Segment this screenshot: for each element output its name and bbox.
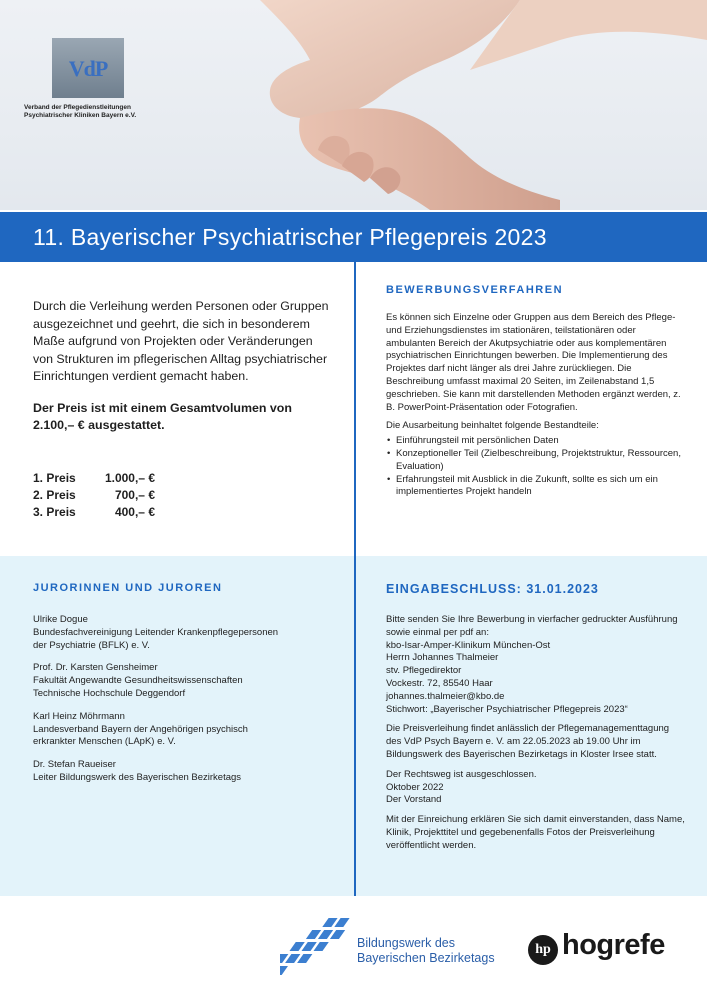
bildungswerk-logo-icon xyxy=(280,916,352,984)
list-item: • Konzeptioneller Teil (Zielbeschreibung, Projektstruktur, Ressourcen, Evaluation) xyxy=(396,448,686,474)
hogrefe-logo-text: hogrefe xyxy=(562,929,665,961)
member-name: Ulrike Dogue xyxy=(33,614,88,625)
prize-amount: 400,– € xyxy=(114,505,155,519)
logo-caption-line1: Verband der Pflegedienstleitungen xyxy=(24,104,131,111)
prize-label: 3. Preis xyxy=(33,505,76,519)
address-line: kbo-Isar-Amper-Klinikum München-Ost xyxy=(386,639,551,651)
signature-line: Der Vorstand xyxy=(386,794,442,806)
list-item: • Einführungsteil mit persönlichen Daten xyxy=(396,435,686,448)
member-line: Landesverband Bayern der Angehörigen psychisch xyxy=(33,723,248,735)
member-line: Technische Hochschule Deggendorf xyxy=(33,687,186,699)
consent-text: Mit der Einreichung erklären Sie sich damit einverstanden, dass Name, Klinik, Projekttitel und gegebenenfalls Fotos der Preisverleihung veröffentlicht werden. xyxy=(386,814,685,851)
prize-amount: 1.000,– € xyxy=(104,471,155,485)
column-divider xyxy=(354,262,356,896)
bw-line2: Bayerischen Bezirketags xyxy=(357,951,495,965)
prize-label: 2. Preis xyxy=(33,488,76,502)
hero-image xyxy=(0,0,707,210)
jury-block xyxy=(33,582,333,795)
deadline-heading: EINGABESCHLUSS: 31.01.2023 xyxy=(386,582,599,596)
date-line: Oktober 2022 xyxy=(386,781,444,793)
ceremony-info: Die Preisverleihung findet anlässlich der Pflegemanagementtagung des VdP Psych Bayern e. V. am 22.05.2023 ab 19.00 Uhr im Bildungswerk des Bayerischen Bezirketags in Kloster Irsee statt. xyxy=(386,723,670,760)
logo-caption xyxy=(24,104,184,120)
footer xyxy=(0,896,707,1000)
title-bar xyxy=(0,212,707,262)
bewerbung-heading: BEWERBUNGSVERFAHREN xyxy=(386,284,564,296)
jury-heading: JURORINNEN UND JUROREN xyxy=(33,582,223,594)
logo-caption-line2: Psychiatrischer Kliniken Bayern e.V. xyxy=(24,112,137,119)
address-line: Herrn Johannes Thalmeier xyxy=(386,652,499,664)
member-name: Dr. Stefan Raueiser xyxy=(33,759,116,771)
prize-amount: 700,– € xyxy=(114,488,155,502)
page-title: 11. Bayerischer Psychiatrischer Pflegepreis 2023 xyxy=(33,224,547,250)
component-list xyxy=(386,435,686,499)
member-line: Fakultät Angewandte Gesundheitswissenschaften xyxy=(33,675,243,687)
intro-paragraph-1: Durch die Verleihung werden Personen oder Gruppen ausgezeichnet und geehrt, die sich in besonderem Maße aufgrund von Projekten oder Veränderungen von Strukturen im pflegerischen Alltag psychiatrischer Einrichtungen verdient gemacht haben. xyxy=(33,299,329,383)
bildungswerk-logo-text xyxy=(357,936,495,966)
prize-row xyxy=(33,470,155,487)
vdp-logo xyxy=(52,38,124,98)
address-line: stv. Pflegedirektor xyxy=(386,665,462,677)
prize-list xyxy=(33,470,155,521)
jury-member xyxy=(33,759,333,785)
address-line: Vockestr. 72, 85540 Haar xyxy=(386,677,493,689)
prize-label: 1. Preis xyxy=(33,471,76,485)
bewerbung-paragraph-2: Die Ausarbeitung beinhaltet folgende Bestandteile: xyxy=(386,420,599,432)
intro-block xyxy=(33,298,333,449)
member-name: Karl Heinz Möhrmann xyxy=(33,710,125,722)
bewerbung-paragraph-1: Es können sich Einzelne oder Gruppen aus dem Bereich des Pflege- und Erziehungsdienstes im stationären, teilstationären oder ambulanten Bereich der Akutpsychiatrie oder aus komplementären psychiatrischen Einrichtungen bewerben. Die Implementierung des Projektes darf nicht länger als drei Jahre zurückliegen. Die Beschreibung umfasst maximal 20 Seiten, im Zeilenabstand 1,5 geschrieben. Sie kann mit darstellenden Methoden ergänzt werden, z. B. PowerPoint-Präsentation oder Fotografien. xyxy=(386,312,681,413)
legal-line: Der Rechtsweg ist ausgeschlossen. xyxy=(386,768,537,780)
keyword-line: Stichwort: „Bayerischer Psychiatrischer Pflegepreis 2023“ xyxy=(386,703,628,715)
intro-paragraph-2: Der Preis ist mit einem Gesamtvolumen von 2.100,– € ausgestattet. xyxy=(33,400,292,432)
bw-line1: Bildungswerk des xyxy=(357,936,455,950)
bewerbung-block xyxy=(386,284,686,499)
jury-member xyxy=(33,711,333,749)
member-line: Bundesfachvereinigung Leitender Krankenpflegepersonen xyxy=(33,626,279,638)
prize-row xyxy=(33,504,155,521)
hogrefe-logo-icon: hp xyxy=(528,935,558,965)
deadline-intro: Bitte senden Sie Ihre Bewerbung in vierfacher gedruckter Ausführung sowie einmal per pdf an: xyxy=(386,614,678,638)
member-line: der Psychiatrie (BFLK) e. V. xyxy=(33,639,150,651)
member-name: Prof. Dr. Karsten Gensheimer xyxy=(33,662,158,674)
deadline-block xyxy=(386,582,686,853)
jury-member xyxy=(33,662,333,700)
member-line: erkrankter Menschen (LApK) e. V. xyxy=(33,736,176,748)
jury-member xyxy=(33,614,333,652)
prize-row xyxy=(33,487,155,504)
member-line: Leiter Bildungswerk des Bayerischen Bezirketags xyxy=(33,771,242,783)
list-item: • Erfahrungsteil mit Ausblick in die Zukunft, sollte es sich um ein implementiertes Projekt handeln xyxy=(396,474,686,500)
email-link[interactable]: johannes.thalmeier@kbo.de xyxy=(386,690,505,702)
vdp-logo-text: VdP xyxy=(68,56,108,81)
